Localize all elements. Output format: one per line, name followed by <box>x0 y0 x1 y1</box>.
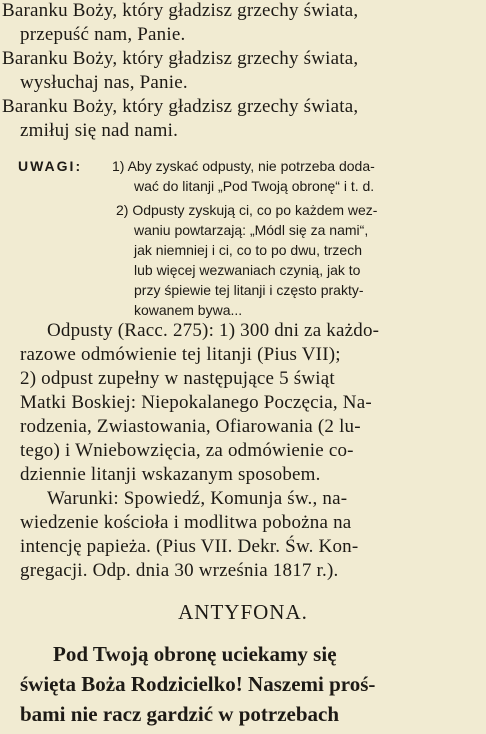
note-2-line: waniu powtarzają: „Módl się za nami“, <box>134 222 369 238</box>
note-2-line: 2) Odpusty zyskują ci, co po każdem wez- <box>116 202 378 218</box>
note-2-line: jak niemniej i ci, co to po dwu, trzech <box>134 242 362 258</box>
section-heading: ANTYFONA. <box>178 600 308 624</box>
antiphon-line: Pod Twoją obronę uciekamy się <box>53 642 337 666</box>
notes-label: UWAGI: <box>18 158 83 174</box>
indulgence-line: intencję papieża. (Pius VII. Dekr. Św. Kon- <box>20 536 359 557</box>
note-1-line: 1) Aby zyskać odpusty, nie potrzeba doda- <box>112 158 375 174</box>
note-1-line: wać do litanji „Pod Twoją obronę“ i t. d. <box>134 178 375 194</box>
litany-line: Baranku Boży, który gładzisz grzechy świata, <box>2 96 359 117</box>
litany-line: Baranku Boży, który gładzisz grzechy świata, <box>2 0 359 21</box>
litany-line: przepuść nam, Panie. <box>20 24 186 45</box>
indulgence-line: gregacji. Odp. dnia 30 września 1817 r.). <box>20 560 339 581</box>
indulgence-line: dziennie litanji wskazanym sposobem. <box>20 464 321 485</box>
antiphon-line: święta Boża Rodzicielko! Naszemi proś- <box>20 672 376 696</box>
indulgence-line: Odpusty (Racc. 275): 1) 300 dni za każdo- <box>47 320 380 341</box>
indulgence-line: 2) odpust zupełny w następujące 5 świąt <box>20 368 335 389</box>
litany-line: wysłuchaj nas, Panie. <box>20 72 188 93</box>
litany-line: Baranku Boży, który gładzisz grzechy świata, <box>2 48 359 69</box>
litany-line: zmiłuj się nad nami. <box>20 120 179 141</box>
note-2-line: przy śpiewie tej litanji i często prakty- <box>134 282 364 298</box>
indulgence-line: razowe odmówienie tej litanji (Pius VII); <box>20 344 341 365</box>
antiphon-line: bami nie racz gardzić w potrzebach <box>20 702 340 726</box>
note-2-line: kowanem bywa... <box>134 302 243 318</box>
note-2-line: lub więcej wezwaniach czynią, jak to <box>134 262 361 278</box>
indulgence-line: wiedzenie kościoła i modlitwa pobożna na <box>20 512 352 533</box>
indulgence-line: rodzenia, Zwiastowania, Ofiarowania (2 lu- <box>20 416 361 437</box>
indulgence-line: Matki Boskiej: Niepokalanego Poczęcia, Na- <box>20 392 372 413</box>
indulgence-line: Warunki: Spowiedź, Komunja św., na- <box>47 488 348 509</box>
indulgence-line: tego) i Wniebowzięcia, za odmówienie co- <box>20 440 354 461</box>
